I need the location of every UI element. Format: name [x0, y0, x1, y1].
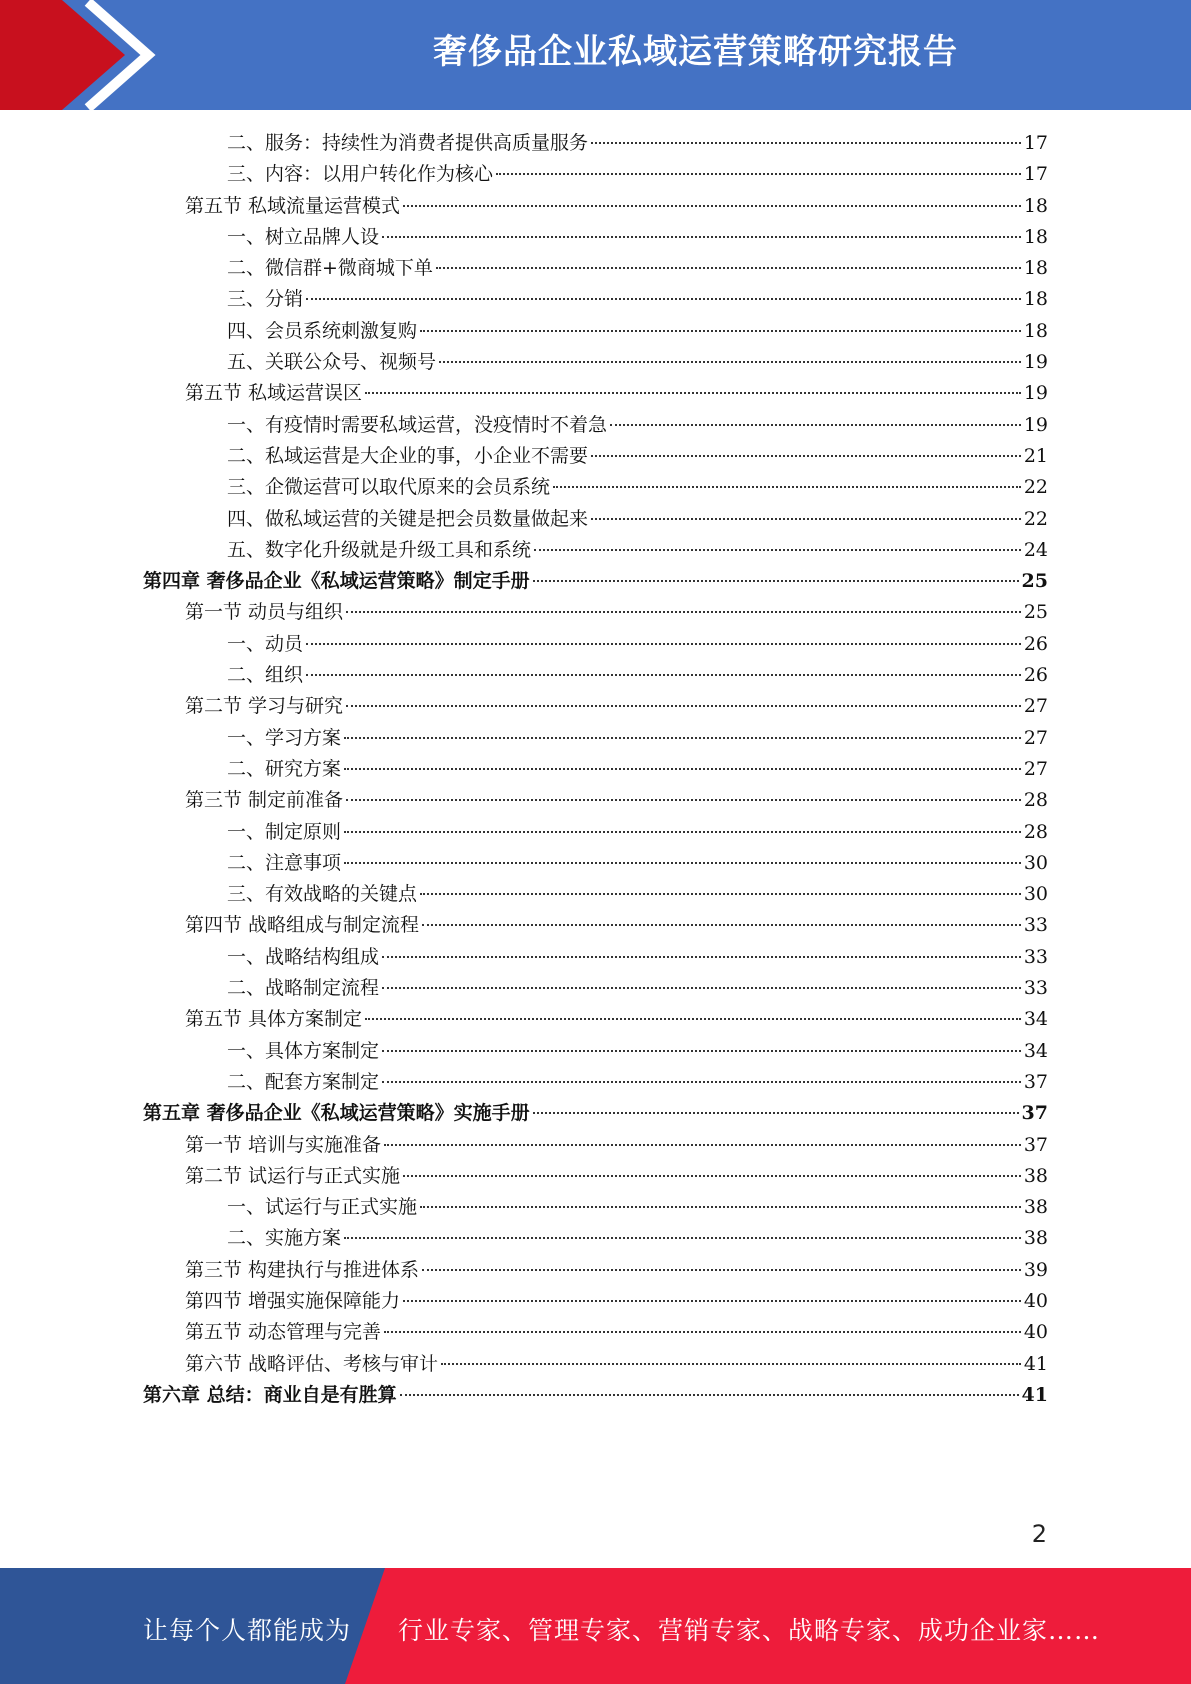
toc-entry-page: 41 [1023, 1352, 1048, 1375]
toc-entry[interactable] [143, 1067, 1048, 1098]
toc-entry-title: 第五节 私域运营误区 [185, 382, 363, 405]
toc-dot-leader [422, 1269, 1021, 1271]
toc-entry-title: 三、内容：以用户转化作为核心 [227, 163, 494, 186]
toc-entry-title: 五、数字化升级就是升级工具和系统 [227, 538, 532, 561]
toc-dot-leader [534, 549, 1021, 551]
toc-entry[interactable] [143, 535, 1048, 566]
toc-entry-page: 37 [1023, 1070, 1048, 1093]
toc-entry-page: 22 [1023, 476, 1048, 499]
toc-entry-page: 34 [1023, 1039, 1048, 1062]
toc-dot-leader [533, 1112, 1019, 1114]
toc-entry-page: 27 [1023, 695, 1048, 718]
toc-entry[interactable] [143, 910, 1048, 941]
toc-entry[interactable] [143, 378, 1048, 409]
toc-entry-page: 17 [1023, 163, 1048, 186]
toc-dot-leader [306, 298, 1021, 300]
toc-dot-leader [420, 893, 1021, 895]
toc-dot-leader [439, 361, 1021, 363]
toc-entry-page: 19 [1023, 413, 1048, 436]
toc-dot-leader [384, 1331, 1021, 1333]
toc-dot-leader [365, 1018, 1021, 1020]
toc-entry[interactable] [143, 191, 1048, 222]
toc-entry-title: 三、有效战略的关键点 [227, 883, 418, 906]
toc-entry-page: 37 [1023, 1133, 1048, 1156]
toc-entry-page: 38 [1023, 1196, 1048, 1219]
toc-entry-title: 三、企微运营可以取代原来的会员系统 [227, 476, 551, 499]
toc-entry-page: 28 [1023, 820, 1048, 843]
toc-entry-page: 19 [1023, 351, 1048, 374]
toc-entry-title: 第一节 动员与组织 [185, 601, 344, 624]
toc-entry-page: 18 [1023, 257, 1048, 280]
toc-entry-page: 18 [1023, 288, 1048, 311]
toc-dot-leader [384, 1144, 1021, 1146]
toc-dot-leader [382, 956, 1021, 958]
toc-entry-page: 33 [1023, 977, 1048, 1000]
toc-entry-page: 40 [1023, 1289, 1048, 1312]
toc-dot-leader [420, 1206, 1021, 1208]
toc-dot-leader [403, 1300, 1021, 1302]
toc-entry-page: 21 [1023, 444, 1048, 467]
toc-entry[interactable] [143, 222, 1048, 253]
toc-entry[interactable] [143, 1349, 1048, 1380]
page-header [0, 0, 1191, 110]
page-footer [0, 1568, 1191, 1684]
toc-entry[interactable] [143, 472, 1048, 503]
toc-entry[interactable] [143, 347, 1048, 378]
toc-entry-title: 二、微信群+微商城下单 [227, 257, 433, 280]
toc-entry[interactable] [143, 1380, 1048, 1411]
toc-entry[interactable] [143, 848, 1048, 879]
toc-entry-title: 第二节 试运行与正式实施 [185, 1164, 401, 1187]
toc-dot-leader [403, 205, 1021, 207]
toc-entry[interactable] [143, 316, 1048, 347]
toc-entry[interactable] [143, 1286, 1048, 1317]
toc-dot-leader [344, 737, 1021, 739]
toc-entry-page: 27 [1023, 726, 1048, 749]
toc-entry-page: 41 [1021, 1383, 1048, 1406]
toc-entry-page: 33 [1023, 914, 1048, 937]
toc-dot-leader [306, 643, 1021, 645]
toc-entry[interactable] [143, 1036, 1048, 1067]
toc-entry[interactable] [143, 723, 1048, 754]
toc-entry-title: 二、战略制定流程 [227, 977, 380, 1000]
toc-dot-leader [422, 924, 1021, 926]
toc-entry-title: 一、学习方案 [227, 726, 342, 749]
toc-entry-title: 第五节 具体方案制定 [185, 1008, 363, 1031]
page-title: 奢侈品企业私域运营策略研究报告 [433, 32, 958, 72]
toc-dot-leader [441, 1363, 1021, 1365]
toc-dot-leader [496, 173, 1021, 175]
toc-entry[interactable] [143, 159, 1048, 190]
toc-entry-page: 25 [1021, 570, 1048, 593]
toc-entry-title: 第六章 总结：商业自是有胜算 [143, 1383, 397, 1406]
toc-entry-title: 一、动员 [227, 632, 304, 655]
toc-dot-leader [591, 518, 1021, 520]
toc-entry-page: 39 [1023, 1258, 1048, 1281]
toc-entry-title: 二、配套方案制定 [227, 1070, 380, 1093]
toc-entry[interactable] [143, 754, 1048, 785]
toc-dot-leader [382, 987, 1021, 989]
toc-entry-page: 26 [1023, 632, 1048, 655]
toc-entry-page: 25 [1023, 601, 1048, 624]
toc-entry-title: 一、树立品牌人设 [227, 225, 380, 248]
toc-entry-title: 第五节 私域流量运营模式 [185, 194, 401, 217]
toc-entry-page: 33 [1023, 945, 1048, 968]
toc-dot-leader [591, 142, 1021, 144]
toc-entry-title: 第四章 奢侈品企业《私域运营策略》制定手册 [143, 570, 530, 593]
toc-entry[interactable] [143, 629, 1048, 660]
toc-entry[interactable] [143, 1255, 1048, 1286]
toc-entry-title: 二、研究方案 [227, 757, 342, 780]
toc-entry[interactable] [143, 691, 1048, 722]
toc-dot-leader [533, 580, 1019, 582]
toc-entry-page: 24 [1023, 538, 1048, 561]
toc-dot-leader [553, 486, 1021, 488]
toc-entry[interactable] [143, 1130, 1048, 1161]
toc-dot-leader [365, 392, 1021, 394]
toc-entry[interactable] [143, 284, 1048, 315]
toc-dot-leader [346, 611, 1021, 613]
toc-entry[interactable] [143, 942, 1048, 973]
toc-entry-title: 第六节 战略评估、考核与审计 [185, 1352, 439, 1375]
footer-tagline: 行业专家、管理专家、营销专家、战略专家、成功企业家…… [398, 1616, 1101, 1645]
toc-entry-title: 三、分销 [227, 288, 304, 311]
toc-entry[interactable] [143, 253, 1048, 284]
toc-entry-page: 38 [1023, 1227, 1048, 1250]
toc-entry-page: 34 [1023, 1008, 1048, 1031]
toc-entry-page: 18 [1023, 225, 1048, 248]
toc-entry-title: 第四节 增强实施保障能力 [185, 1289, 401, 1312]
toc-dot-leader [436, 267, 1021, 269]
toc-entry-title: 第一节 培训与实施准备 [185, 1133, 382, 1156]
toc-entry-title: 二、服务：持续性为消费者提供高质量服务 [227, 132, 589, 154]
toc-entry[interactable] [143, 597, 1048, 628]
toc-entry[interactable] [143, 1317, 1048, 1348]
toc-entry-title: 一、战略结构组成 [227, 945, 380, 968]
toc-entry[interactable] [143, 1223, 1048, 1254]
toc-entry-title: 四、会员系统刺激复购 [227, 319, 418, 342]
toc-entry[interactable] [143, 817, 1048, 848]
toc-entry-page: 18 [1023, 194, 1048, 217]
toc-entry[interactable] [143, 1098, 1048, 1129]
toc-dot-leader [344, 1237, 1021, 1239]
toc-entry-title: 一、制定原则 [227, 820, 342, 843]
toc-entry-page: 30 [1023, 883, 1048, 906]
toc-entry[interactable] [143, 785, 1048, 816]
toc-entry[interactable] [143, 1161, 1048, 1192]
toc-dot-leader [400, 1394, 1019, 1396]
toc-dot-leader [591, 455, 1021, 457]
toc-entry-page: 22 [1023, 507, 1048, 530]
toc-entry-title: 五、关联公众号、视频号 [227, 351, 437, 374]
toc-entry-page: 37 [1021, 1102, 1048, 1125]
toc-entry[interactable] [143, 128, 1048, 159]
toc-dot-leader [346, 705, 1021, 707]
toc-entry-title: 第四节 战略组成与制定流程 [185, 914, 420, 937]
toc-entry-title: 第五章 奢侈品企业《私域运营策略》实施手册 [143, 1102, 530, 1125]
toc-dot-leader [382, 236, 1021, 238]
toc-entry-page: 30 [1023, 851, 1048, 874]
toc-dot-leader [344, 768, 1021, 770]
toc-entry-page: 38 [1023, 1164, 1048, 1187]
toc-dot-leader [306, 674, 1021, 676]
toc-entry[interactable] [143, 441, 1048, 472]
toc-entry[interactable] [143, 973, 1048, 1004]
toc-entry-page: 27 [1023, 757, 1048, 780]
toc-entry-title: 第三节 构建执行与推进体系 [185, 1258, 420, 1281]
toc-dot-leader [382, 1050, 1021, 1052]
toc-entry-page: 26 [1023, 664, 1048, 687]
toc-dot-leader [610, 424, 1021, 426]
toc-entry-title: 一、具体方案制定 [227, 1039, 380, 1062]
toc-entry-page: 18 [1023, 319, 1048, 342]
toc-entry-title: 二、实施方案 [227, 1227, 342, 1250]
toc-dot-leader [346, 799, 1021, 801]
toc-dot-leader [403, 1175, 1021, 1177]
page-number: 2 [1031, 1520, 1047, 1548]
toc-entry[interactable] [143, 410, 1048, 441]
toc-entry[interactable] [143, 504, 1048, 535]
toc-entry[interactable] [143, 660, 1048, 691]
toc-entry-title: 二、私域运营是大企业的事，小企业不需要 [227, 444, 589, 467]
toc-entry-title: 第三节 制定前准备 [185, 789, 344, 812]
toc-entry-title: 二、注意事项 [227, 851, 342, 874]
toc-entry-title: 四、做私域运营的关键是把会员数量做起来 [227, 507, 589, 530]
table-of-contents [143, 128, 1048, 1411]
toc-entry-title: 第五节 动态管理与完善 [185, 1321, 382, 1344]
toc-entry-page: 28 [1023, 789, 1048, 812]
toc-entry[interactable] [143, 1192, 1048, 1223]
toc-dot-leader [382, 1081, 1021, 1083]
toc-entry-page: 17 [1023, 132, 1048, 154]
footer-slogan: 让每个人都能成为 [143, 1616, 352, 1645]
toc-entry-title: 一、试运行与正式实施 [227, 1196, 418, 1219]
toc-entry-page: 40 [1023, 1321, 1048, 1344]
toc-dot-leader [344, 862, 1021, 864]
toc-entry[interactable] [143, 1004, 1048, 1035]
toc-entry[interactable] [143, 879, 1048, 910]
toc-dot-leader [420, 330, 1021, 332]
toc-dot-leader [344, 831, 1021, 833]
toc-entry-page: 19 [1023, 382, 1048, 405]
toc-entry-title: 第二节 学习与研究 [185, 695, 344, 718]
toc-entry-title: 一、有疫情时需要私域运营，没疫情时不着急 [227, 413, 608, 436]
toc-entry[interactable] [143, 566, 1048, 597]
toc-entry-title: 二、组织 [227, 664, 304, 687]
